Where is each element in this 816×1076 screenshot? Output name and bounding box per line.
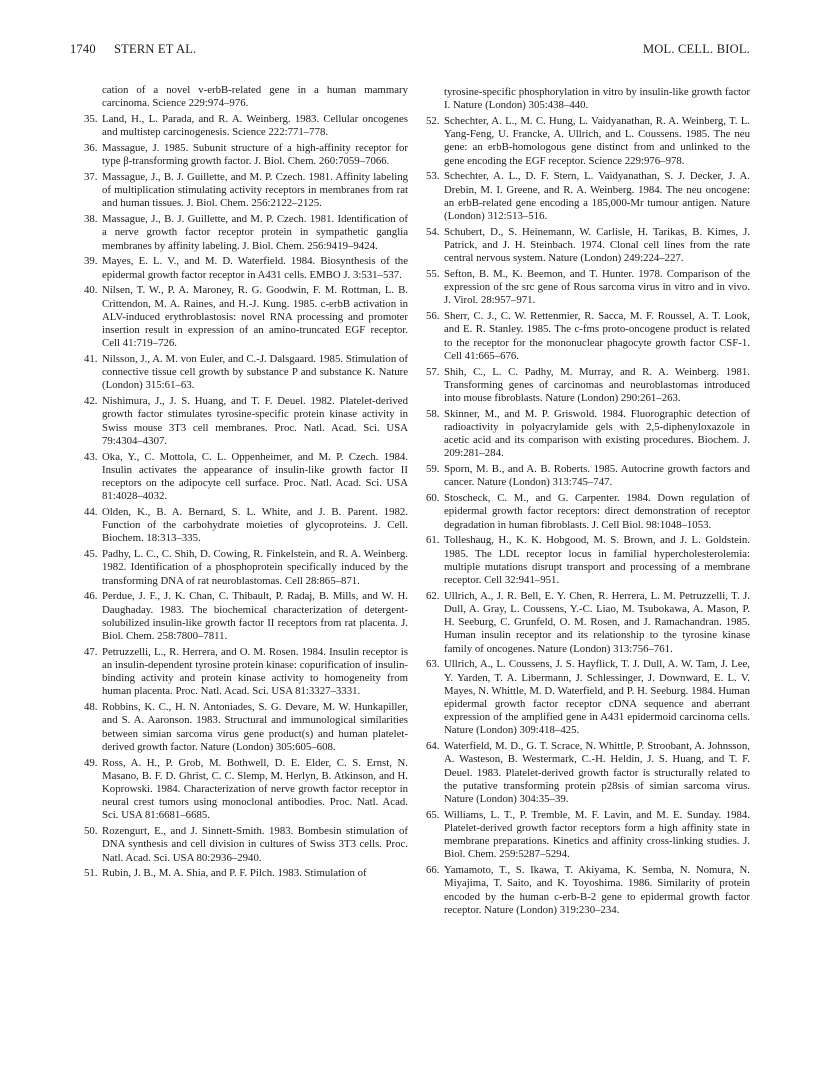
reference-number: 64. <box>426 740 440 753</box>
reference-text: Olden, K., B. A. Bernard, S. L. White, and J. B. Parent. 1982. Function of the carbohydrate moieties of glycoproteins. J. Cell. Biochem. 18:313–335. <box>102 506 408 545</box>
reference-entry <box>70 451 408 504</box>
reference-text: Stoscheck, C. M., and G. Carpenter. 1984. Down regulation of epidermal growth factor receptors: direct demonstration of receptor degradation in human fibroblasts. J. Cell Biol. 98:1048–1053. <box>444 492 750 531</box>
reference-text: Nilsson, J., A. M. von Euler, and C.-J. Dalsgaard. 1985. Stimulation of connective tissue cell growth by substance P and substance K. Nature (London) 315:61–63. <box>102 353 408 392</box>
reference-text: Perdue, J. F., J. K. Chan, C. Thibault, P. Radaj, B. Mills, and W. H. Daughaday. 1983. The biochemical characterization of detergent-solubilized insulin-like growth factor II receptors from rat placenta. J. Biol. Chem. 258:7800–7811. <box>102 590 408 643</box>
reference-text: Massague, J., B. J. Guillette, and M. P. Czech. 1981. Affinity labeling of multiplication stimulating activity receptors in membranes from rat and human tissues. J. Biol. Chem. 256:2122–2125. <box>102 171 408 210</box>
reference-entry <box>412 864 750 917</box>
reference-number: 48. <box>84 701 98 714</box>
reference-text: Shih, C., L. C. Padhy, M. Murray, and R. A. Weinberg. 1981. Transforming genes of carcinomas and neuroblastomas introduced into mouse fibroblasts. Nature (London) 290:261–263. <box>444 365 750 405</box>
reference-text: Massague, J. 1985. Subunit structure of a high-affinity receptor for type β-transforming growth factor. J. Biol. Chem. 260:7059–7066. <box>102 142 408 168</box>
reference-text: Skinner, M., and M. P. Griswold. 1984. Fluorographic detection of radioactivity in polyacrylamide gels with 2,5-diphenyloxazole in acetic acid and its comparison with existing procedures. Biochem. J. 209:281–284. <box>444 407 750 460</box>
reference-number: 57. <box>426 365 440 378</box>
reference-entry <box>70 353 408 393</box>
reference-entry <box>70 113 408 139</box>
reference-entry <box>412 115 750 168</box>
reference-entry <box>412 492 750 532</box>
reference-text: Schubert, D., S. Heinemann, W. Carlisle, H. Tarikas, B. Kimes, J. Patrick, and J. H. Steinbach. 1974. Clonal cell lines from the rate central nervous system. Nature (London) 249:224–227. <box>444 225 750 265</box>
reference-entry <box>70 284 408 350</box>
journal-name: MOL. CELL. BIOL. <box>642 42 750 56</box>
reference-number: 52. <box>426 115 440 127</box>
reference-entry <box>70 646 408 699</box>
reference-text: Sherr, C. J., C. W. Rettenmier, R. Sacca, M. F. Roussel, A. T. Look, and E. R. Stanley. 1985. The c-fms proto-oncogene product is related to the receptor for the mononuclear phagocyte growth factor CSF-1. Cell 41:665–676. <box>444 310 750 362</box>
reference-number: 61. <box>426 534 440 547</box>
reference-number: 55. <box>426 268 440 281</box>
reference-entry <box>412 268 750 308</box>
reference-text: Yamamoto, T., S. Ikawa, T. Akiyama, K. Semba, N. Nomura, N. Miyajima, T. Saito, and K. Toyoshima. 1986. Similarity of protein encoded by the human c-erb-B-2 gene to epidermal growth factor receptor. Nature (London) 319:230–234. <box>444 864 750 916</box>
reference-entry <box>412 408 750 461</box>
reference-number: 44. <box>84 506 98 519</box>
left-reference-column <box>70 84 408 883</box>
reference-number: 49. <box>84 756 98 769</box>
reference-text: Schechter, A. L., M. C. Hung, L. Vaidyanathan, R. A. Weinberg, T. L. Yang-Feng, U. Francke, A. Ullrich, and L. Coussens. 1985. The neu gene: an erbB-homologous gene distinct from and unlinked to the gene encoding the EGF receptor. Science 229:976–978. <box>444 115 750 167</box>
reference-number: 54. <box>426 225 440 238</box>
reference-number: 41. <box>84 353 98 366</box>
reference-text: Oka, Y., C. Mottola, C. L. Oppenheimer, and M. P. Czech. 1984. Insulin activates the appearance of insulin-like growth factor II receptors on the adipocyte cell surface. Proc. Natl. Acad. Sci. USA 81:4028–4032. <box>102 450 408 503</box>
reference-number: 59. <box>426 463 440 476</box>
reference-entry <box>70 757 408 823</box>
reference-text: Nilsen, T. W., P. A. Maroney, R. G. Goodwin, F. M. Rottman, L. B. Crittendon, M. A. Raines, and H.-J. Kung. 1985. c-erbB activation in ALV-induced erythroblastosis: novel RNA processing and promoter insertion result in expression of an amino-truncated EGF receptor. Cell 41:719–726. <box>102 284 408 350</box>
reference-entry <box>412 534 750 587</box>
reference-number: 39. <box>84 255 98 268</box>
reference-number: 35. <box>84 113 98 125</box>
reference-entry <box>70 171 408 211</box>
reference-entry <box>412 658 750 737</box>
reference-text: Tolleshaug, H., K. K. Hobgood, M. S. Brown, and J. L. Goldstein. 1985. The LDL receptor locus in familial hypercholesterolemia: multiple mutations disrupt transport and processing of a membrane receptor. Cell 32:941–951. <box>444 534 750 587</box>
reference-number: 36. <box>84 142 98 154</box>
reference-text: Ullrich, A., L. Coussens, J. S. Hayflick, T. J. Dull, A. W. Tam, J. Lee, Y. Yarden, T. A. Libermann, J. Schlessinger, J. Downward, E. L. V. Mayes, N. Whittle, M. D. Waterfield, and P. H. Seeburg. 1984. Human epidermal growth factor receptor cDNA sequence and aberrant expression of the amplified gene in A431 epidermoid carcinoma cells. Nature (London) 309:418–425. <box>444 658 750 737</box>
reference-entry <box>412 366 750 406</box>
reference-text: Sporn, M. B., and A. B. Roberts. 1985. Autocrine growth factors and cancer. Nature (London) 313:745–747. <box>444 463 750 489</box>
reference-number: 47. <box>84 645 98 658</box>
reference-number: 45. <box>84 548 98 561</box>
reference-number: 37. <box>84 171 98 183</box>
reference-text: Land, H., L. Parada, and R. A. Weinberg. 1983. Cellular oncogenes and multistep carcinogenesis. Science 222:771–778. <box>102 113 408 139</box>
reference-entry <box>412 463 750 489</box>
reference-entry <box>412 170 750 223</box>
reference-number: 60. <box>426 492 440 505</box>
running-header <box>70 42 750 60</box>
reference-number: 58. <box>426 407 440 420</box>
reference-text: Padhy, L. C., C. Shih, D. Cowing, R. Finkelstein, and R. A. Weinberg. 1982. Identification of a phosphoprotein specifically induced by the transforming DNA of rat neuroblastomas. Cell 28:865–871. <box>102 548 408 587</box>
reference-entry <box>70 142 408 168</box>
reference-text: Rubin, J. B., M. A. Shia, and P. F. Pilch. 1983. Stimulation of <box>102 867 367 880</box>
reference-text: Schechter, A. L., D. F. Stern, L. Vaidyanathan, S. J. Decker, J. A. Drebin, M. I. Greene, and R. A. Weinberg. 1984. The neu oncogene: an erbB-related gene encoding a 185,000-Mr tumour antigen. Nature (London) 312:513–516. <box>444 170 750 223</box>
reference-text: Waterfield, M. D., G. T. Scrace, N. Whittle, P. Stroobant, A. Johnsson, A. Wasteson, B. Westermark, C.-H. Heldin, J. S. Huang, and T. F. Deuel. 1983. Platelet-derived growth factor is structurally related to the putative transforming protein p28sis of simian sarcoma virus. Nature (London) 304:35–39. <box>444 740 750 806</box>
reference-entry <box>412 226 750 266</box>
reference-entry <box>412 809 750 862</box>
right-reference-column <box>412 86 750 920</box>
reference-number: 40. <box>84 284 98 297</box>
reference-number: 62. <box>426 589 440 602</box>
reference-number: 42. <box>84 395 98 408</box>
reference-entry <box>70 867 408 880</box>
reference-text: Ross, A. H., P. Grob, M. Bothwell, D. E. Elder, C. S. Ernst, N. Masano, B. F. D. Ghrist, C. C. Slemp, M. Herlyn, B. Atkinson, and H. Koprowski. 1984. Characterization of nerve growth factor receptor in neural crest tumors using monoclonal antibodies. Proc. Natl. Acad. Sci. USA 81:6681–6685. <box>102 756 408 822</box>
page-number: 1740 <box>70 42 96 56</box>
reference-number: 38. <box>84 213 98 226</box>
reference-entry <box>70 506 408 546</box>
reference-number: 43. <box>84 450 98 463</box>
reference-entry <box>70 213 408 253</box>
reference-entry <box>412 740 750 806</box>
reference-entry <box>70 548 408 588</box>
reference-text: Petruzzelli, L., R. Herrera, and O. M. Rosen. 1984. Insulin receptor is an insulin-dependent tyrosine protein kinase: copurification of insulin-binding activity and protein kinase activity to homogeneity from human placenta. Proc. Natl. Acad. Sci. USA 81:3327–3331. <box>102 645 408 698</box>
reference-entry <box>70 825 408 865</box>
reference-text: Mayes, E. L. V., and M. D. Waterfield. 1984. Biosynthesis of the epidermal growth factor receptor in A431 cells. EMBO J. 3:531–537. <box>102 255 408 281</box>
reference-text: Rozengurt, E., and J. Sinnett-Smith. 1983. Bombesin stimulation of DNA synthesis and cell division in cultures of Swiss 3T3 cells. Proc. Natl. Acad. Sci. USA 80:2936–2940. <box>102 825 408 864</box>
reference-number: 53. <box>426 170 440 183</box>
reference-number: 56. <box>426 310 440 323</box>
reference-continuation: tyrosine-specific phosphorylation in vitro by insulin-like growth factor I. Nature (London) 305:438–440. <box>444 86 750 112</box>
reference-entry <box>70 701 408 754</box>
reference-entry <box>412 310 750 363</box>
reference-text: Robbins, K. C., H. N. Antoniades, S. G. Devare, M. W. Hunkapiller, and S. A. Aaronson. 1983. Structural and immunological similarities between simian sarcoma virus gene product(s) and human platelet-derived growth factor. Nature (London) 305:605–608. <box>102 701 408 753</box>
reference-number: 50. <box>84 825 98 838</box>
reference-number: 65. <box>426 808 440 821</box>
reference-text: Nishimura, J., J. S. Huang, and T. F. Deuel. 1982. Platelet-derived growth factor stimulates tyrosine-specific protein kinase activity in Swiss mouse 3T3 cell membranes. Proc. Natl. Acad. Sci. USA 79:4304–4307. <box>102 395 408 447</box>
reference-entry <box>412 590 750 656</box>
reference-continuation: cation of a novel v-erbB-related gene in a human mammary carcinoma. Science 229:974–976. <box>102 84 408 110</box>
reference-text: Massague, J., B. J. Guillette, and M. P. Czech. 1981. Identification of a nerve growth factor receptor protein in sympathetic ganglia membranes by affinity labeling. J. Biol. Chem. 256:9419–9424. <box>102 213 408 252</box>
reference-entry <box>70 255 408 281</box>
reference-number: 46. <box>84 590 98 603</box>
reference-number: 63. <box>426 658 440 671</box>
running-authors: STERN ET AL. <box>114 42 197 56</box>
reference-text: Ullrich, A., J. R. Bell, E. Y. Chen, R. Herrera, L. M. Petruzzelli, T. J. Dull, A. Gray, L. Coussens, Y.-C. Liao, M. Tsubokawa, A. Mason, P. H. Seeburg, C. Grunfeld, O. M. Rosen, and J. Ramachandran. 1985. Human insulin receptor and its relationship to the tyrosine kinase family of oncogenes. Nature (London) 313:756–761. <box>444 589 750 655</box>
reference-text: Williams, L. T., P. Tremble, M. F. Lavin, and M. E. Sunday. 1984. Platelet-derived growth factor receptors form a high affinity state in membrane preparations. Kinetics and affinity cross-linking studies. J. Biol. Chem. 259:5287–5294. <box>444 808 750 861</box>
reference-entry <box>70 590 408 643</box>
reference-entry <box>70 395 408 448</box>
reference-number: 66. <box>426 864 440 877</box>
reference-text: Sefton, B. M., K. Beemon, and T. Hunter. 1978. Comparison of the expression of the src gene of Rous sarcoma virus in vitro and in vivo. J. Virol. 28:957–971. <box>444 268 750 307</box>
reference-number: 51. <box>84 867 98 880</box>
